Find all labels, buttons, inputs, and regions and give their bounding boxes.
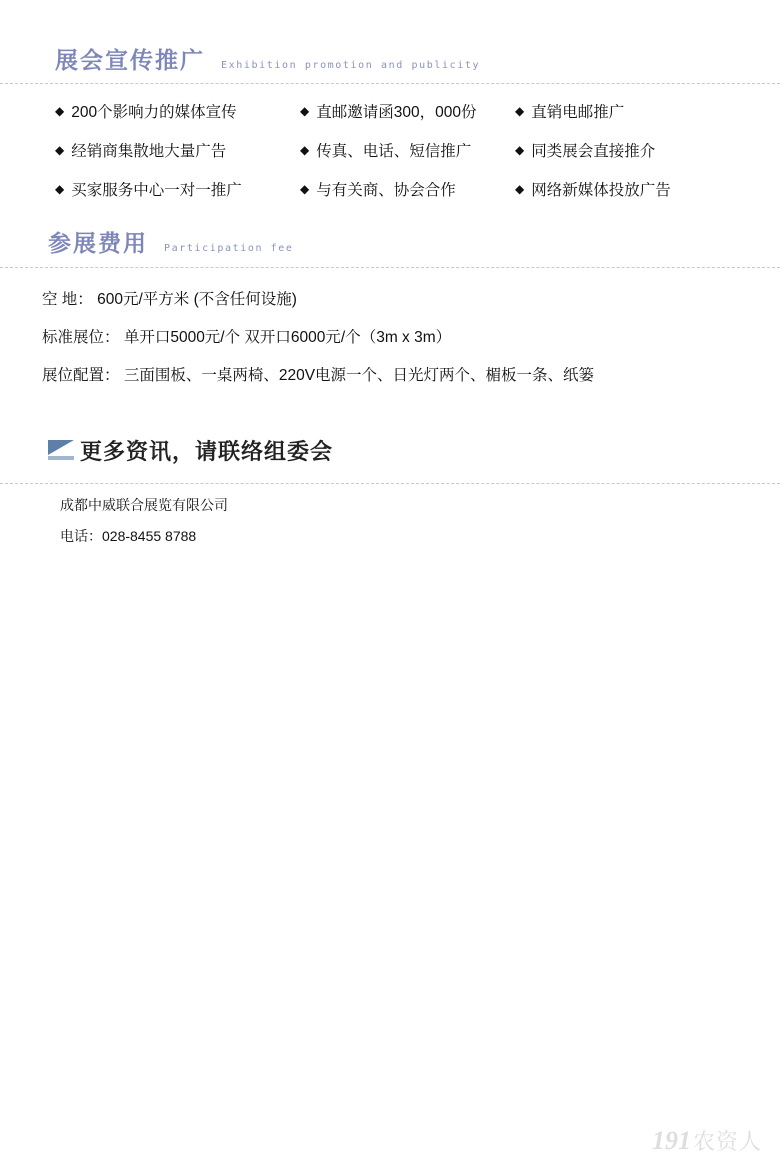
list-item-label: 经销商集散地大量广告 bbox=[71, 143, 227, 160]
diamond-bullet-icon: ◆ bbox=[300, 104, 310, 118]
section-title-cn: 参展费用 bbox=[48, 230, 148, 256]
list-item bbox=[55, 178, 300, 200]
diamond-bullet-icon: ◆ bbox=[515, 143, 525, 157]
list-item-label: 传真、电话、短信推广 bbox=[316, 143, 472, 160]
list-item bbox=[515, 100, 735, 122]
list-item-label: 直邮邀请函300，000份 bbox=[316, 104, 477, 121]
diamond-bullet-icon: ◆ bbox=[300, 143, 310, 157]
section-heading-promotion bbox=[55, 42, 480, 75]
contact-heading-label: 更多资讯，请联络组委会 bbox=[80, 439, 334, 464]
contact-phone: 电话：028-8455 8788 bbox=[60, 528, 197, 544]
list-item bbox=[300, 178, 515, 200]
list-item bbox=[55, 100, 300, 122]
list-item bbox=[515, 139, 735, 161]
diamond-bullet-icon: ◆ bbox=[515, 104, 525, 118]
fee-label: 标准展位： bbox=[42, 329, 120, 346]
contact-details bbox=[60, 495, 228, 557]
section-title-cn: 展会宣传推广 bbox=[55, 47, 205, 73]
diamond-bullet-icon: ◆ bbox=[300, 182, 310, 196]
diamond-bullet-icon: ◆ bbox=[55, 182, 65, 196]
list-item bbox=[300, 139, 515, 161]
fee-list bbox=[42, 287, 742, 401]
fee-value: 单开口5000元/个 双开口6000元/个（3m x 3m） bbox=[123, 329, 452, 346]
diamond-bullet-icon: ◆ bbox=[55, 104, 65, 118]
list-item-label: 直销电邮推广 bbox=[531, 104, 625, 121]
fee-value: 600元/平方米 (不含任何设施) bbox=[97, 291, 297, 308]
promotion-list bbox=[55, 100, 735, 200]
list-item-label: 同类展会直接推介 bbox=[531, 143, 656, 160]
contact-company: 成都中威联合展览有限公司 bbox=[60, 497, 228, 513]
section-title-en: Participation fee bbox=[164, 243, 294, 254]
diamond-bullet-icon: ◆ bbox=[55, 143, 65, 157]
fee-row bbox=[42, 325, 742, 347]
watermark bbox=[652, 1125, 762, 1156]
flag-icon bbox=[48, 440, 74, 462]
list-item bbox=[300, 100, 515, 122]
watermark-text: 农资人 bbox=[692, 1129, 762, 1154]
list-item-label: 网络新媒体投放广告 bbox=[531, 182, 671, 199]
divider-fee bbox=[0, 267, 780, 268]
divider-promotion bbox=[0, 83, 780, 84]
list-item-label: 买家服务中心一对一推广 bbox=[71, 182, 242, 199]
watermark-logo: 191 bbox=[651, 1125, 691, 1155]
fee-label: 展位配置： bbox=[42, 367, 120, 384]
section-title-en: Exhibition promotion and publicity bbox=[221, 60, 481, 71]
divider-contact bbox=[0, 483, 780, 484]
contact-heading bbox=[48, 435, 333, 466]
diamond-bullet-icon: ◆ bbox=[515, 182, 525, 196]
fee-label: 空 地： bbox=[42, 291, 93, 308]
fee-value: 三面围板、一桌两椅、220V电源一个、日光灯两个、楣板一条、纸篓 bbox=[123, 367, 595, 384]
section-heading-fee bbox=[48, 225, 294, 258]
fee-row bbox=[42, 287, 742, 309]
list-item bbox=[515, 178, 735, 200]
list-item-label: 与有关商、协会合作 bbox=[316, 182, 456, 199]
list-item bbox=[55, 139, 300, 161]
fee-row bbox=[42, 363, 742, 385]
list-item-label: 200个影响力的媒体宣传 bbox=[71, 104, 237, 121]
